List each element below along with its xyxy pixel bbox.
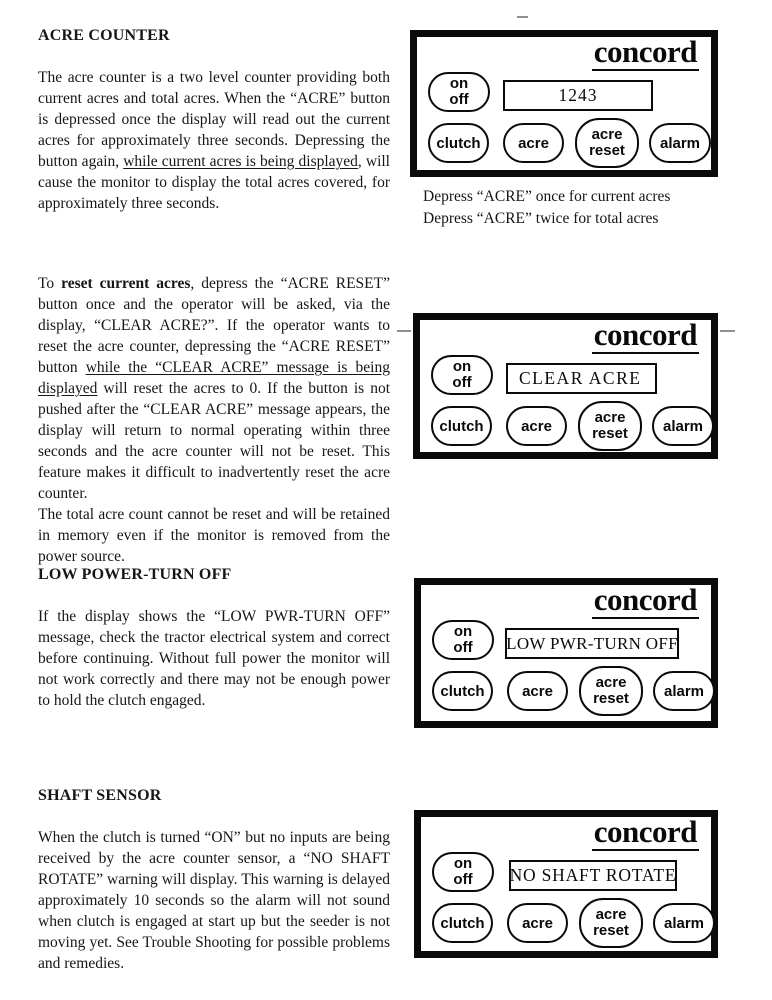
lcd-display: CLEAR ACRE bbox=[506, 363, 657, 394]
off-label: off bbox=[453, 871, 473, 888]
acre-reset-label-bottom: reset bbox=[593, 922, 629, 939]
clutch-button: clutch bbox=[432, 671, 493, 711]
section-heading-acre-counter: ACRE COUNTER bbox=[38, 27, 170, 44]
on-off-button bbox=[432, 620, 494, 660]
acre-button: acre bbox=[506, 406, 567, 446]
acre-reset-label-top: acre bbox=[594, 409, 626, 426]
acre-reset-button bbox=[579, 666, 643, 716]
section-heading-low-power: LOW POWER-TURN OFF bbox=[38, 566, 232, 583]
text-segment-bold: reset current acres bbox=[61, 275, 191, 292]
acre-reset-label-top: acre bbox=[591, 126, 623, 143]
clutch-button: clutch bbox=[431, 406, 492, 446]
on-label: on bbox=[453, 855, 473, 872]
text-segment-underlined: while current acres is being displayed bbox=[123, 153, 358, 170]
acre-reset-label-top: acre bbox=[595, 674, 627, 691]
paragraph-total-acres: The total acre count cannot be reset and will be retained in memory even if the monitor is removed from the power source. bbox=[38, 506, 390, 565]
acre-button: acre bbox=[503, 123, 564, 163]
paragraph-reset-acres bbox=[38, 273, 390, 504]
monitor-panel-low-power bbox=[414, 578, 718, 728]
monitor-panel-shaft-sensor bbox=[414, 810, 718, 958]
lcd-display: 1243 bbox=[503, 80, 653, 111]
acre-reset-label-bottom: reset bbox=[589, 142, 625, 159]
on-off-button bbox=[432, 852, 494, 892]
scan-registration-mark bbox=[397, 330, 411, 332]
scan-registration-mark bbox=[720, 330, 735, 332]
acre-button: acre bbox=[507, 903, 568, 943]
section-heading-shaft-sensor: SHAFT SENSOR bbox=[38, 787, 162, 804]
paragraph-low-power: If the display shows the “LOW PWR-TURN OFF” message, check the tractor electrical system and correct before continuing. Without full power the monitor will not work correctly and there may not be enough power to hold the clutch engaged. bbox=[38, 608, 390, 709]
on-label: on bbox=[453, 623, 473, 640]
text-segment: , will cause the monitor to display the total acres covered, for approximately three seconds. bbox=[38, 153, 390, 212]
concord-logo: concord bbox=[593, 814, 697, 849]
scan-registration-mark bbox=[517, 16, 528, 18]
acre-reset-button bbox=[579, 898, 643, 948]
section-low-power bbox=[38, 566, 390, 711]
on-off-button bbox=[428, 72, 490, 112]
caption-line-1: Depress “ACRE” once for current acres bbox=[423, 188, 671, 205]
text-segment-underlined: while the “CLEAR ACRE” message is being displayed bbox=[38, 359, 390, 397]
panel-caption bbox=[423, 186, 670, 230]
off-label: off bbox=[453, 639, 473, 656]
clutch-button: clutch bbox=[432, 903, 493, 943]
caption-line-2: Depress “ACRE” twice for total acres bbox=[423, 210, 659, 227]
alarm-button: alarm bbox=[649, 123, 711, 163]
off-label: off bbox=[449, 91, 469, 108]
acre-reset-label-top: acre bbox=[595, 906, 627, 923]
concord-logo: concord bbox=[593, 34, 697, 69]
paragraph-acre-counter-1 bbox=[38, 67, 390, 214]
concord-logo: concord bbox=[593, 317, 697, 352]
lcd-display: LOW PWR-TURN OFF bbox=[505, 628, 679, 659]
monitor-panel-clear-acre bbox=[413, 313, 718, 459]
paragraph-shaft-sensor: When the clutch is turned “ON” but no inputs are being received by the acre counter sensor, a “NO SHAFT ROTATE” warning will display. This warning is delayed approximately 10 seconds so the alarm will not sound when clutch is engaged at start up but the seeder is not moving yet. See Trouble Shooting for possible problems and remedies. bbox=[38, 829, 390, 972]
monitor-panel-current-acres bbox=[410, 30, 718, 177]
section-acre-counter-reset bbox=[38, 273, 390, 567]
clutch-button: clutch bbox=[428, 123, 489, 163]
text-segment: To bbox=[38, 275, 62, 292]
alarm-button: alarm bbox=[653, 903, 715, 943]
on-label: on bbox=[452, 358, 472, 375]
acre-reset-button bbox=[575, 118, 639, 168]
concord-logo: concord bbox=[593, 582, 697, 617]
acre-reset-button bbox=[578, 401, 642, 451]
lcd-display: NO SHAFT ROTATE bbox=[509, 860, 677, 891]
acre-reset-label-bottom: reset bbox=[592, 425, 628, 442]
alarm-button: alarm bbox=[652, 406, 714, 446]
alarm-button: alarm bbox=[653, 671, 715, 711]
section-acre-counter bbox=[38, 27, 390, 214]
text-segment: The acre counter is a two level counter providing both current acres and total acres. When the “ACRE” button is depressed once the display will read out the current acres for approximately three seconds. Depressing the button again, bbox=[38, 69, 390, 170]
acre-reset-label-bottom: reset bbox=[593, 690, 629, 707]
acre-button: acre bbox=[507, 671, 568, 711]
text-segment: will reset the acres to 0. If the button is not pushed after the “CLEAR ACRE” message appears, the display will return to normal operating within three seconds and the acre counter will not be reset. This feature makes it difficult to inadvertently reset the acre counter. bbox=[38, 380, 390, 502]
text-segment: , depress the “ACRE RESET” button once and the operator will be asked, via the display, “CLEAR ACRE?”. If the operator wants to reset the acre counter, depressing the “ACRE RESET” button bbox=[38, 275, 390, 376]
on-off-button bbox=[431, 355, 493, 395]
section-shaft-sensor bbox=[38, 787, 390, 974]
on-label: on bbox=[449, 75, 469, 92]
off-label: off bbox=[452, 374, 472, 391]
